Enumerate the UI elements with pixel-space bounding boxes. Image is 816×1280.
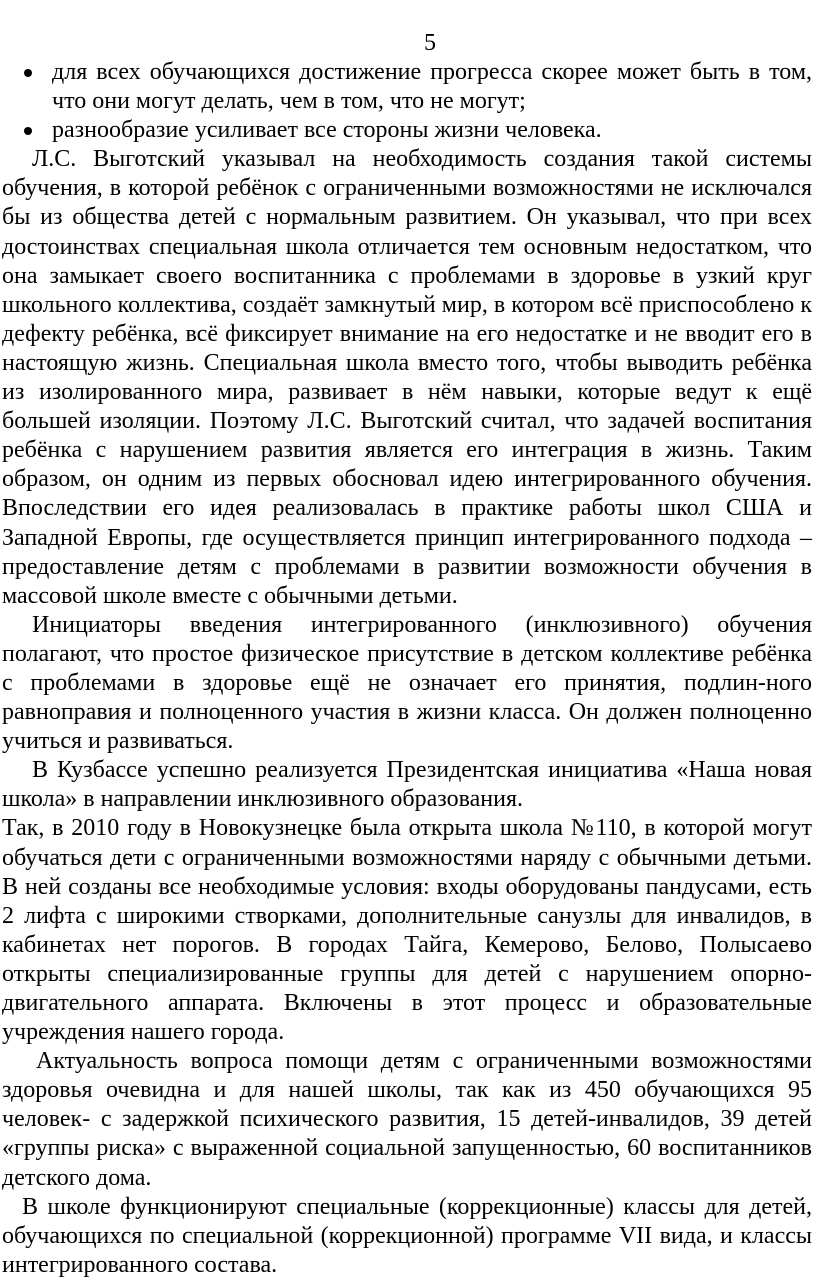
bullet-icon xyxy=(24,69,32,77)
document-body xyxy=(2,58,812,1280)
page-number: 5 xyxy=(424,30,436,56)
bullet-text: разнообразие усиливает все стороны жизни человека. xyxy=(52,117,602,144)
bullet-icon xyxy=(24,127,32,135)
paragraph-initiators: Инициаторы введения интегрированного (инклюзивного) обучения полагают, что простое физическое присутствие в детском коллективе ребёнка с проблемами в здоровье ещё не означает его принятия, подлин-ного равноправия и полноценного участия в жизни класса. Он должен полноценно учиться и развиваться. xyxy=(2,611,812,755)
paragraph-special-classes: В школе функционируют специальные (коррекционные) классы для детей, обучающихся по специальной (коррекционной) программе VII вида, и классы интегрированного состава. xyxy=(2,1193,812,1278)
paragraph-kuzbass: В Кузбассе успешно реализуется Президентская инициатива «Наша новая школа» в направлении инклюзивного образования. xyxy=(2,757,812,813)
bullet-list xyxy=(2,58,812,145)
bullet-item xyxy=(2,116,812,145)
paragraph-relevance: Актуальность вопроса помощи детям с ограниченными возможностями здоровья очевидна и для нашей школы, так как из 450 обучающихся 95 человек- с задержкой психического развития, 15 детей-инвалидов, 39 детей «группы риска» с выраженной социальной запущенностью, 60 воспитанников детского дома. xyxy=(2,1048,812,1191)
paragraph-vygotsky: Л.С. Выготский указывал на необходимость создания такой системы обучения, в которой ребёнок с ограниченными возможностями не исключался бы из общества детей с нормальным развитием. Он указывал, что при всех достоинствах специальная школа отличается тем основным недостатком, что она замыкает своего воспитанника с проблемами в здоровье в узкий круг школьного коллектива, создаёт замкнутый мир, в котором всё приспособлено к дефекту ребёнка, всё фиксирует внимание на его недостатке и не вводит его в настоящую жизнь. Специальная школа вместо того, чтобы выводить ребёнка из изолированного мира, развивает в нём навыки, которые ведут к ещё большей изоляции. Поэтому Л.С. Выготский считал, что задачей воспитания ребёнка с нарушением развития является его интеграция в жизнь. Таким образом, он одним из первых обосновал идею интегрированного обучения. Впоследствии его идея реализовалась в практике работы школ США и Западной Европы, где осуществляется принцип интегрированного подхода – предоставление детям с проблемами в развитии возможности обучения в массовой школе вместе с обычными детьми. xyxy=(2,146,812,609)
paragraph-school-110: Так, в 2010 году в Новокузнецке была открыта школа №110, в которой могут обучаться дети с ограниченными возможностями наряду с обычными детьми. В ней созданы все необходимые условия: входы оборудованы пандусами, есть 2 лифта с широкими створками, дополнительные санузлы для инвалидов, в кабинетах нет порогов. В городах Тайга, Кемерово, Белово, Полысаево открыты специализированные группы для детей с нарушением опорно-двигательного аппарата. Включены в этот процесс и образовательные учреждения нашего города. xyxy=(2,815,812,1046)
bullet-item xyxy=(2,58,812,116)
bullet-text: для всех обучающихся достижение прогресса скорее может быть в том, что они могут делать, чем в том, что не могут; xyxy=(52,59,812,115)
